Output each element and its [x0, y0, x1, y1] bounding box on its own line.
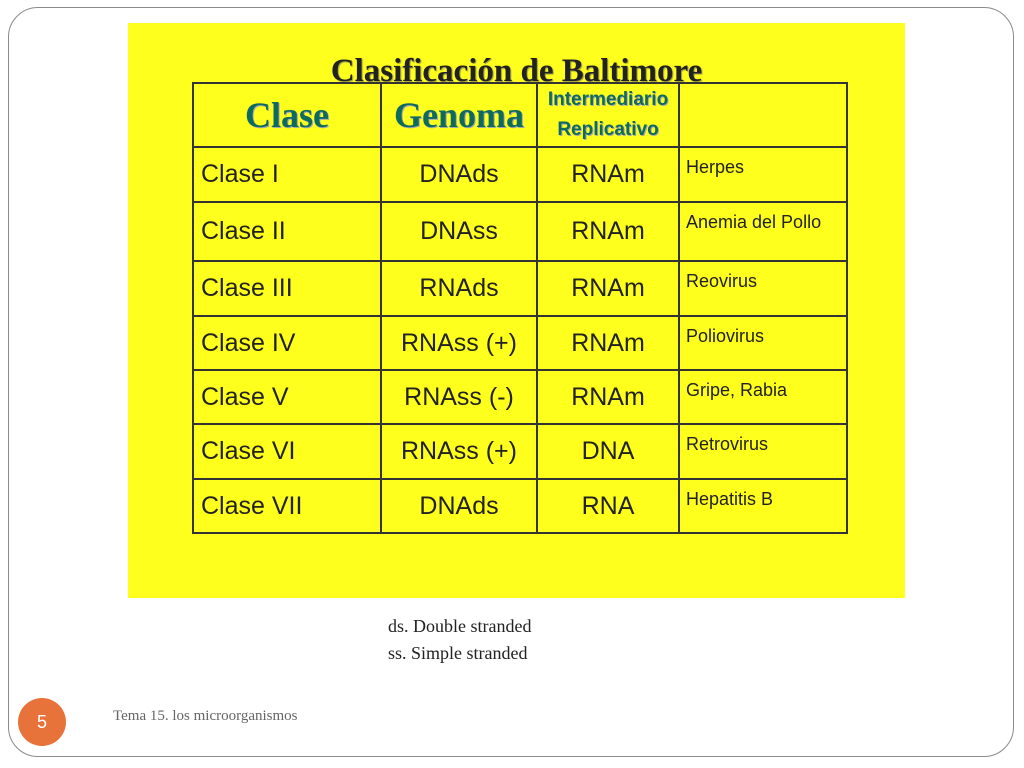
cell-clase: Clase II — [193, 202, 381, 261]
table-row — [193, 370, 847, 424]
cell-intermediario: RNAm — [537, 202, 679, 261]
cell-ejemplo: Anemia del Pollo — [679, 202, 847, 261]
cell-genoma: DNAss — [381, 202, 537, 261]
cell-intermediario: RNAm — [537, 147, 679, 202]
panel-title: Clasificación de Baltimore — [330, 53, 703, 89]
cell-clase: Clase I — [193, 147, 381, 202]
cell-intermediario: RNAm — [537, 261, 679, 316]
cell-genoma: RNAss (-) — [381, 370, 537, 424]
cell-genoma: RNAss (+) — [381, 316, 537, 370]
header-clase: Clase — [193, 83, 381, 147]
cell-ejemplo: Gripe, Rabia — [679, 370, 847, 424]
table-header-row — [193, 83, 847, 147]
cell-genoma: DNAds — [381, 147, 537, 202]
footnote-ss: ss. Simple stranded — [388, 643, 528, 663]
page-number-badge: 5 — [18, 698, 66, 746]
cell-intermediario: RNAm — [537, 370, 679, 424]
cell-clase: Clase IV — [193, 316, 381, 370]
cell-intermediario: DNA — [537, 424, 679, 479]
footer-topic: Tema 15. los microorganismos — [113, 708, 298, 724]
table-row — [193, 202, 847, 261]
table-row — [193, 261, 847, 316]
baltimore-table — [192, 82, 848, 534]
cell-ejemplo: Reovirus — [679, 261, 847, 316]
baltimore-panel — [128, 23, 905, 598]
table-row — [193, 316, 847, 370]
cell-clase: Clase VI — [193, 424, 381, 479]
header-intermediario-line2: Replicativo — [557, 119, 659, 140]
cell-clase: Clase III — [193, 261, 381, 316]
cell-intermediario: RNAm — [537, 316, 679, 370]
cell-clase: Clase V — [193, 370, 381, 424]
header-genoma: Genoma — [381, 83, 537, 147]
cell-ejemplo: Hepatitis B — [679, 479, 847, 533]
table-row — [193, 479, 847, 533]
table-row — [193, 424, 847, 479]
footnote-ds: ds. Double stranded — [388, 616, 532, 636]
header-ejemplo — [679, 83, 847, 147]
cell-genoma: RNAss (+) — [381, 424, 537, 479]
cell-ejemplo: Retrovirus — [679, 424, 847, 479]
cell-intermediario: RNA — [537, 479, 679, 533]
header-intermediario-line1: Intermediario — [547, 89, 669, 110]
table-row — [193, 147, 847, 202]
cell-ejemplo: Herpes — [679, 147, 847, 202]
cell-genoma: DNAds — [381, 479, 537, 533]
cell-clase: Clase VII — [193, 479, 381, 533]
cell-ejemplo: Poliovirus — [679, 316, 847, 370]
header-intermediario — [537, 83, 679, 147]
cell-genoma: RNAds — [381, 261, 537, 316]
